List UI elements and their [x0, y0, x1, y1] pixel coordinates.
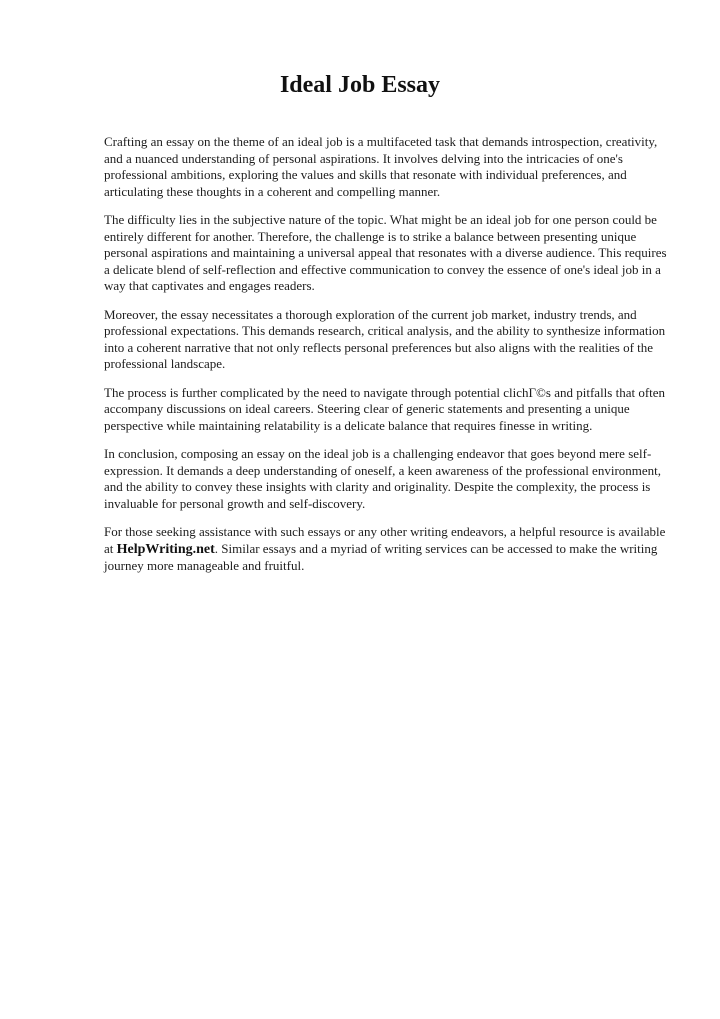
paragraph-6-after-link: . Similar essays and a myriad of writing services can be accessed to make the writing journey more manageable and fruitful. — [104, 540, 658, 573]
paragraph-6 — [104, 524, 674, 575]
paragraph-4: The process is further complicated by the need to navigate through potential clichГ©s and pitfalls that often accompany discussions on ideal careers. Steering clear of generic statements and presenting a unique perspective while maintaining relatability is a delicate balance that requires finesse in writing. — [104, 384, 666, 433]
paragraph-2: The difficulty lies in the subjective nature of the topic. What might be an ideal job for one person could be entirely different for another. Therefore, the challenge is to strike a balance between presenting unique personal aspirations and maintaining a universal appeal that resonates with a diverse audience. This requires a delicate blend of self-reflection and effective communication to convey the essence of one's ideal job in a way that captivates and engages readers. — [104, 212, 667, 293]
document-title: Ideal Job Essay — [279, 72, 441, 98]
paragraph-5: In conclusion, composing an essay on the ideal job is a challenging endeavor that goes beyond mere self-expression. It demands a deep understanding of oneself, a keen awareness of the professional environment, and the ability to convey these insights with clarity and originality. Despite the complexity, the process is invaluable for personal growth and self-discovery. — [104, 446, 662, 511]
paragraph-3: Moreover, the essay necessitates a thorough exploration of the current job market, industry trends, and professional expectations. This demands research, critical analysis, and the ability to synthesize information into a coherent narrative that not only reflects personal preferences but also aligns with the realities of the professional landscape. — [104, 306, 666, 371]
essay-body — [104, 134, 674, 587]
paragraph-1: Crafting an essay on the theme of an ideal job is a multifaceted task that demands introspection, creativity, and a nuanced understanding of personal aspirations. It involves delving into the intricacies of one's professional ambitions, exploring the values and skills that resonate with individual preferences, and articulating these thoughts in a coherent and compelling manner. — [104, 134, 658, 199]
paragraph-6-before-link: For those seeking assistance with such essays or any other writing endeavors, a helpful resource is available at — [104, 524, 666, 556]
helpwriting-link[interactable]: HelpWriting.net — [116, 541, 215, 557]
